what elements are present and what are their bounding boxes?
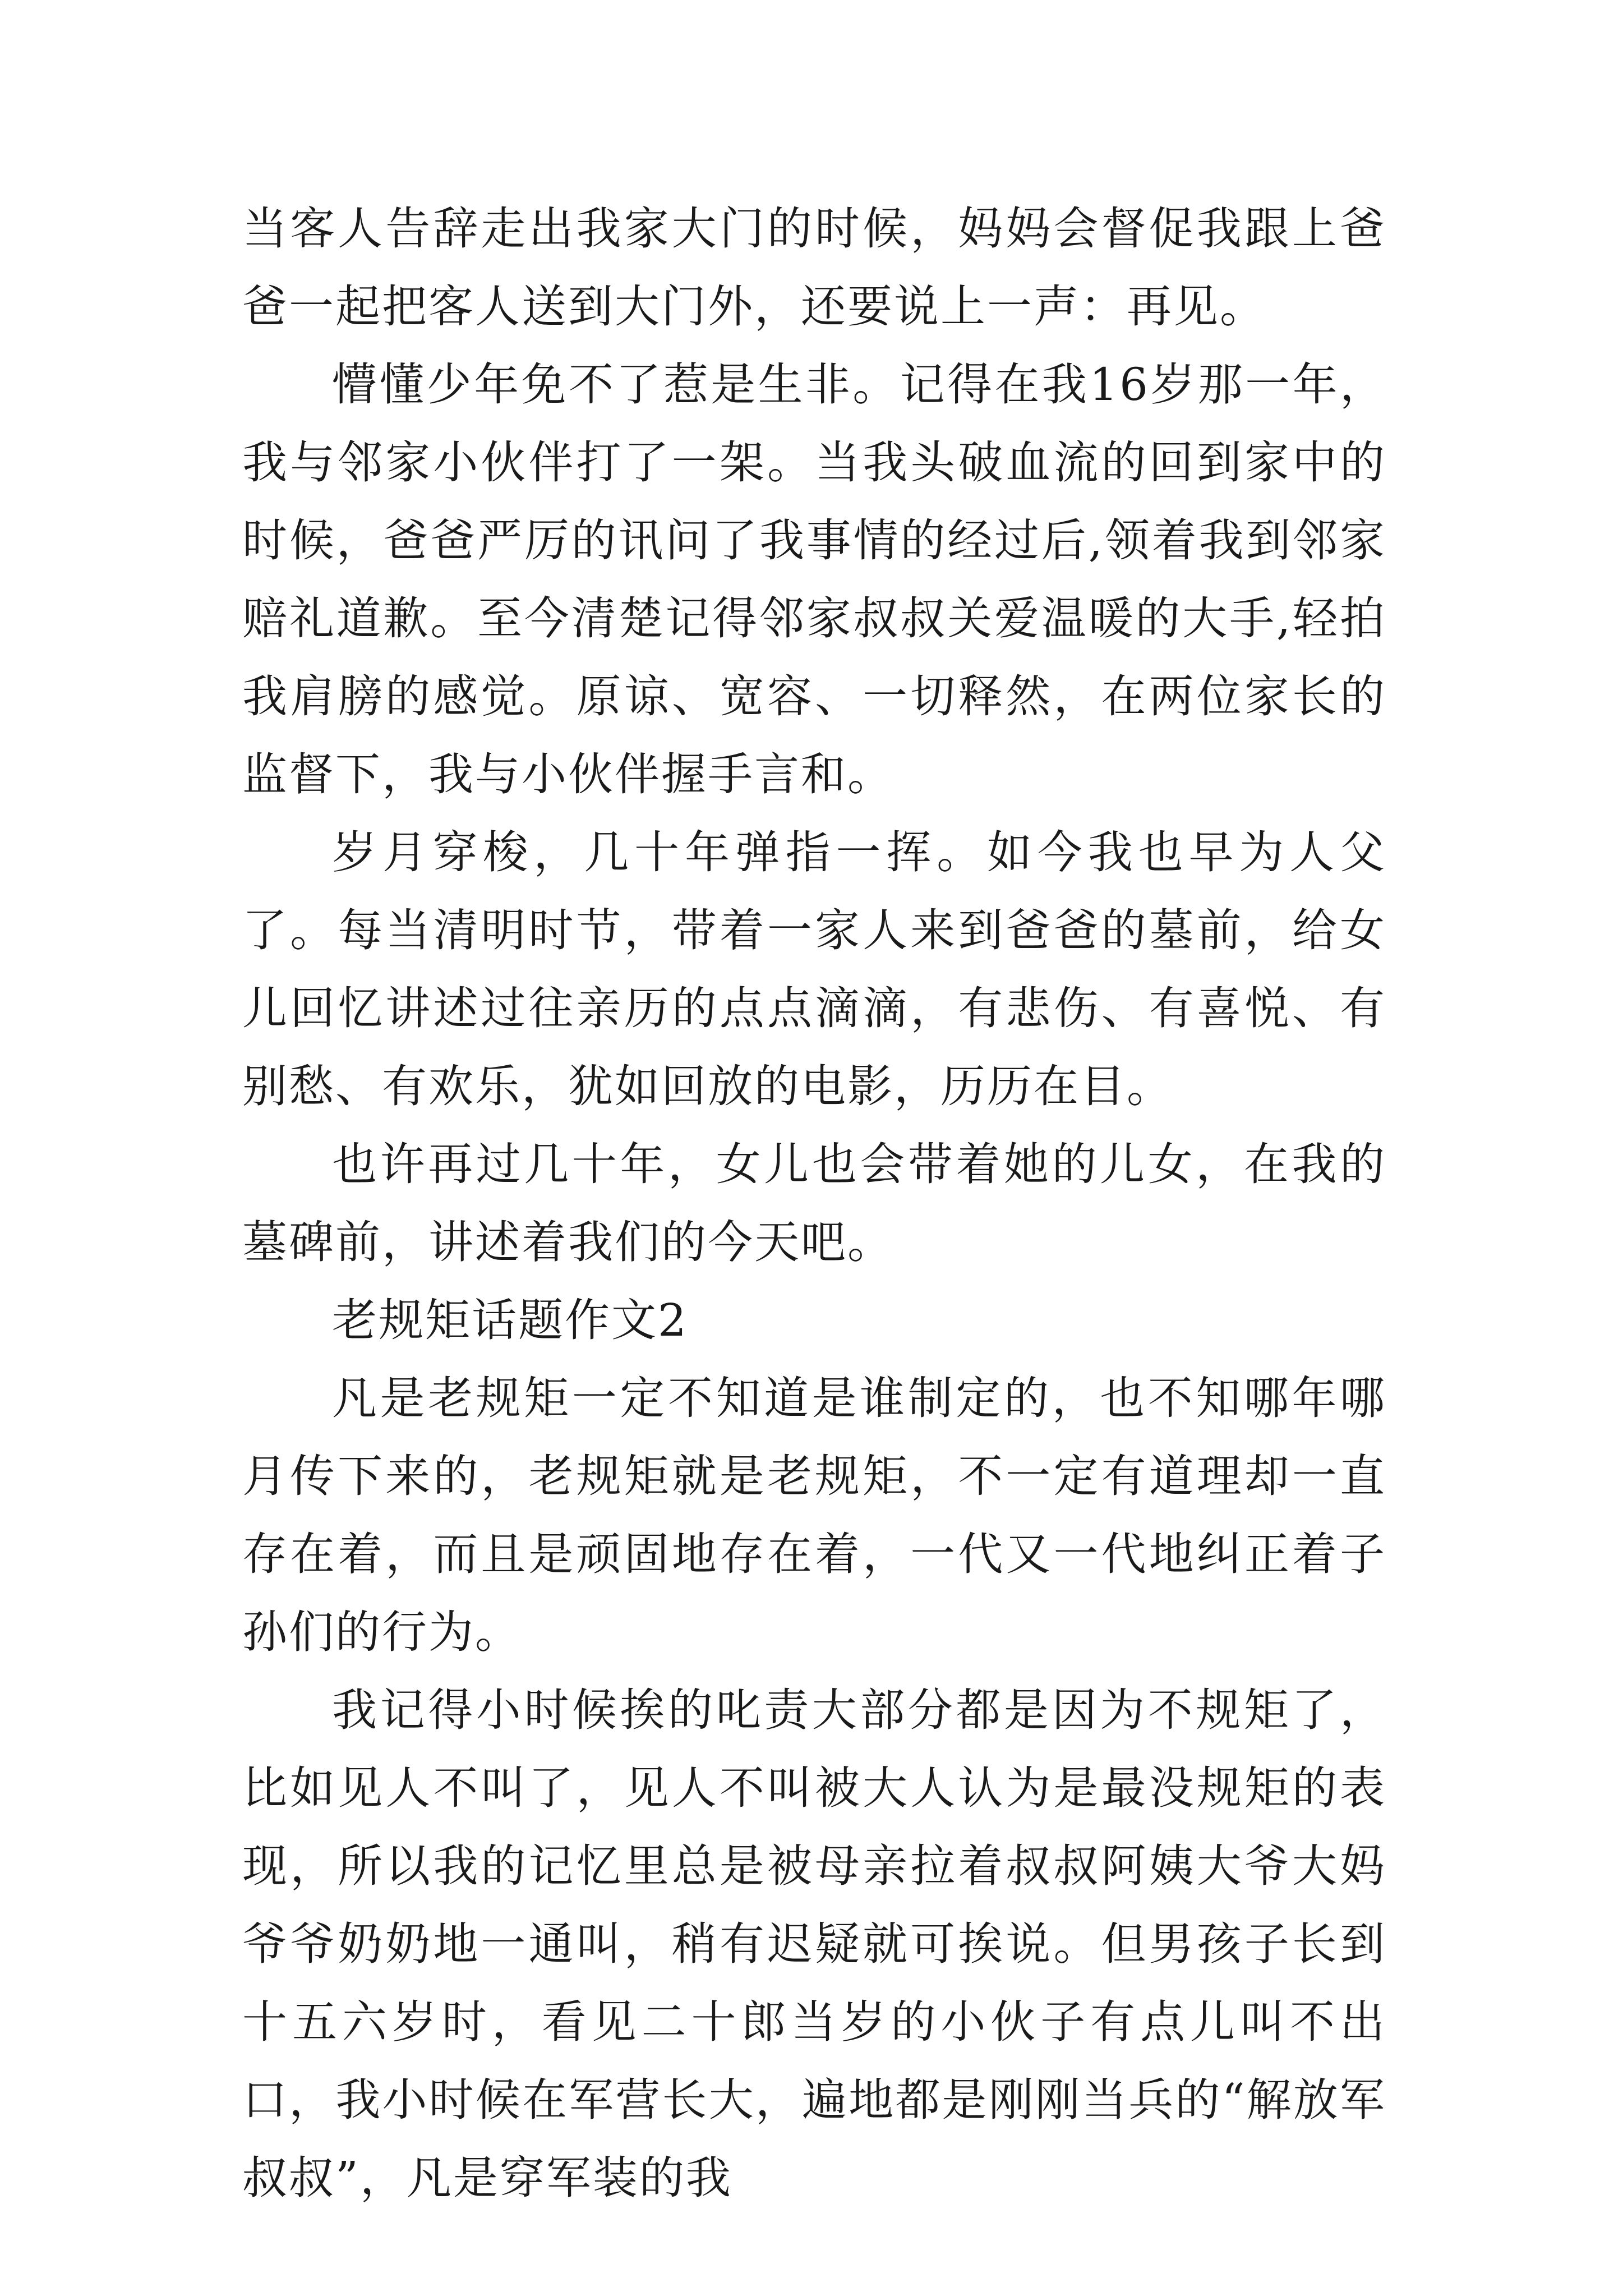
section-heading: 老规矩话题作文2 bbox=[332, 1294, 688, 1346]
paragraph-4: 也许再过几十年，女儿也会带着她的儿女，在我的墓碑前，讲述着我们的今天吧。 bbox=[242, 1138, 1386, 1268]
paragraph-1: 当客人告辞走出我家大门的时候，妈妈会督促我跟上爸爸一起把客人送到大门外，还要说上一声：再见。 bbox=[242, 203, 1386, 333]
document-body bbox=[242, 190, 1386, 2217]
paragraph-2: 懵懂少年免不了惹是生非。记得在我16岁那一年，我与邻家小伙伴打了一架。当我头破血流的回到家中的时候，爸爸严厉的讯问了我事情的经过后,领着我到邻家赔礼道歉。至今清楚记得邻家叔叔关爱温暖的大手,轻拍我肩膀的感觉。原谅、宽容、一切释然，在两位家长的监督下，我与小伙伴握手言和。 bbox=[242, 358, 1386, 800]
paragraph-6: 我记得小时候挨的叱责大部分都是因为不规矩了，比如见人不叫了，见人不叫被大人认为是最没规矩的表现，所以我的记忆里总是被母亲拉着叔叔阿姨大爷大妈爷爷奶奶地一通叫，稍有迟疑就可挨说。但男孩子长到十五六岁时，看见二十郎当岁的小伙子有点儿叫不出口，我小时候在军营长大，遍地都是刚刚当兵的“解放军叔叔”，凡是穿军装的我 bbox=[242, 1684, 1386, 2204]
paragraph-5: 凡是老规矩一定不知道是谁制定的，也不知哪年哪月传下来的，老规矩就是老规矩，不一定有道理却一直存在着，而且是顽固地存在着，一代又一代地纠正着子孙们的行为。 bbox=[242, 1372, 1386, 1658]
paragraph-3: 岁月穿梭，几十年弹指一挥。如今我也早为人父了。每当清明时节，带着一家人来到爸爸的墓前，给女儿回忆讲述过往亲历的点点滴滴，有悲伤、有喜悦、有别愁、有欢乐，犹如回放的电影，历历在目。 bbox=[242, 826, 1386, 1112]
